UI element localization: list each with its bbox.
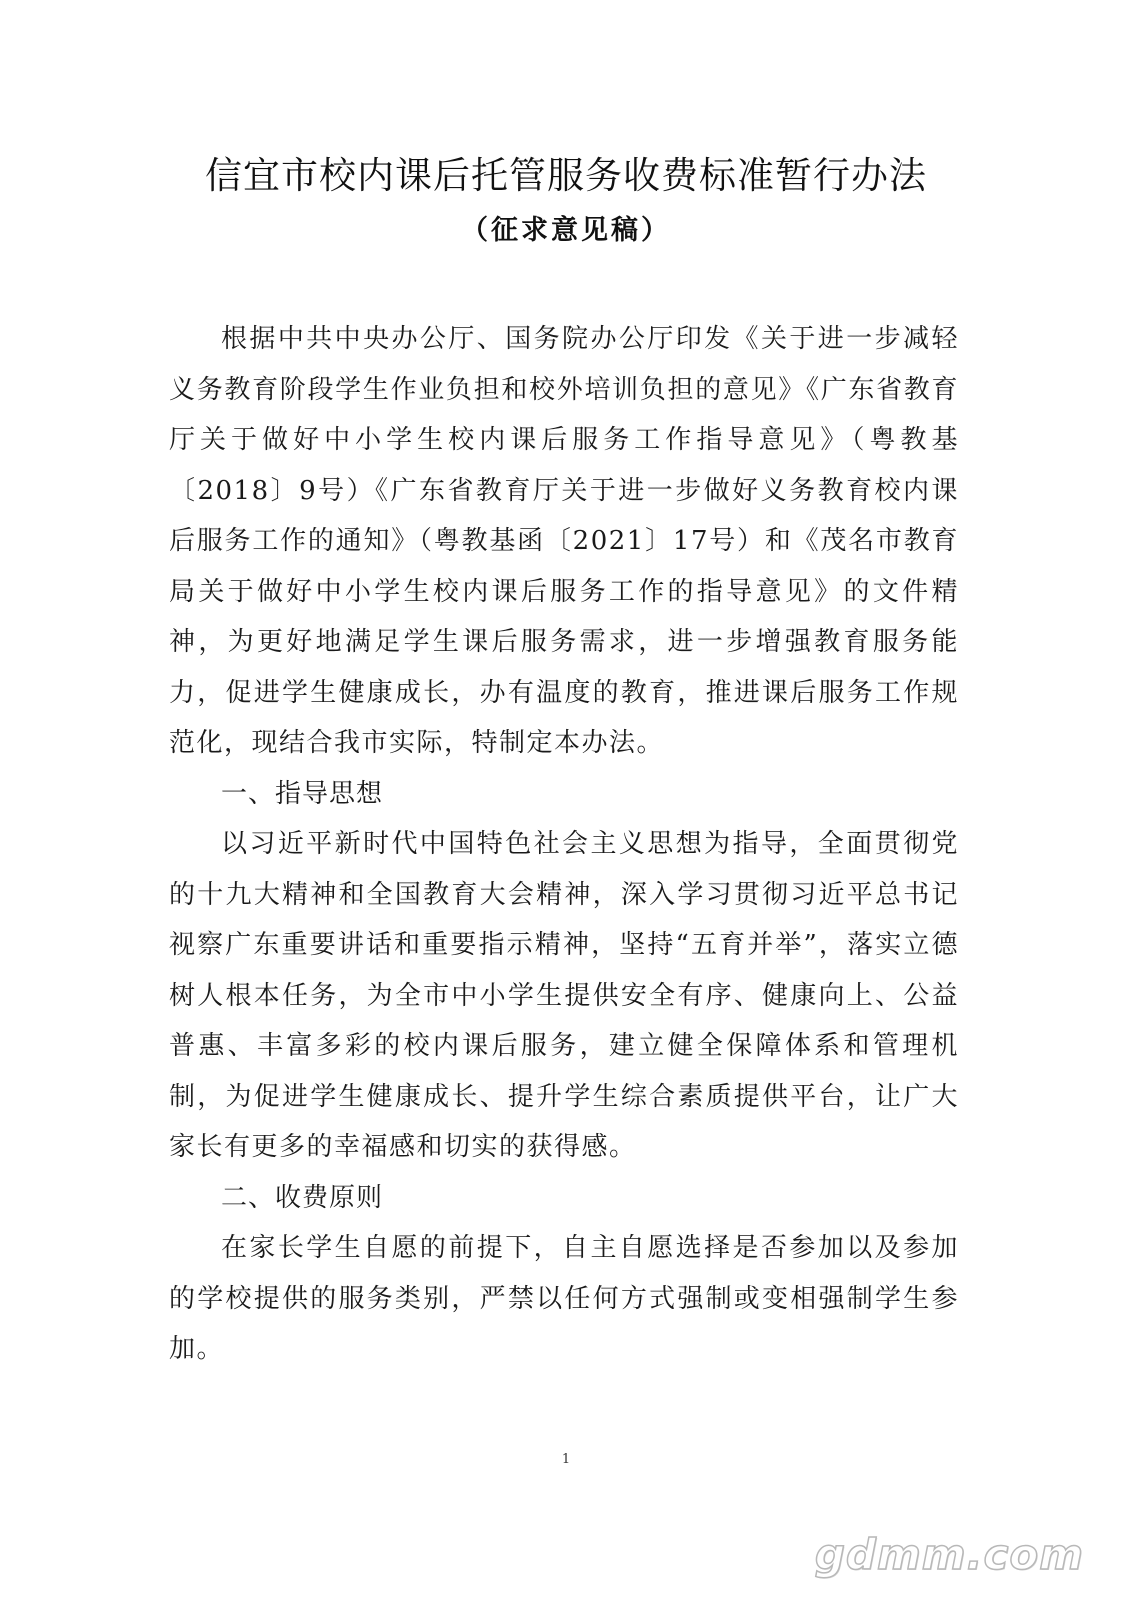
section-heading-guiding-ideology: 一、指导思想 — [221, 778, 384, 809]
section-paragraph-charging-principle: 在家长学生自愿的前提下，自主自愿选择是否参加以及参加的学校提供的服务类别，严禁以任何方式强制或变相强制学生参加。 — [169, 1233, 959, 1364]
section-paragraph-guiding-ideology: 以习近平新时代中国特色社会主义思想为指导，全面贯彻党的十九大精神和全国教育大会精神，深入学习贯彻习近平总书记视察广东重要讲话和重要指示精神，坚持“五育并举”，落实立德树人根本任务，为全市中小学生提供安全有序、健康向上、公益普惠、丰富多彩的校内课后服务，建立健全保障体系和管理机制，为促进学生健康成长、提升学生综合素质提供平台，让广大家长有更多的幸福感和切实的获得感。 — [169, 829, 959, 1162]
page-number: 1 — [561, 1452, 571, 1467]
site-watermark: gdmm.com — [814, 1530, 1084, 1579]
document-subtitle: （征求意见稿） — [461, 215, 671, 246]
intro-paragraph: 根据中共中央办公厅、国务院办公厅印发《关于进一步减轻义务教育阶段学生作业负担和校外培训负担的意见》《广东省教育厅关于做好中小学生校内课后服务工作指导意见》（粤教基〔2018〕9号）《广东省教育厅关于进一步做好义务教育校内课后服务工作的通知》（粤教基函〔2021〕17号）和《茂名市教育局关于做好中小学生校内课后服务工作的指导意见》的文件精神，为更好地满足学生课后服务需求，进一步增强教育服务能力，促进学生健康成长，办有温度的教育，推进课后服务工作规范化，现结合我市实际，特制定本办法。 — [169, 324, 959, 758]
section-heading-charging-principle: 二、收费原则 — [221, 1182, 384, 1213]
document-title: 信宜市校内课后托管服务收费标准暂行办法 — [205, 154, 927, 197]
document-body — [169, 314, 959, 1375]
